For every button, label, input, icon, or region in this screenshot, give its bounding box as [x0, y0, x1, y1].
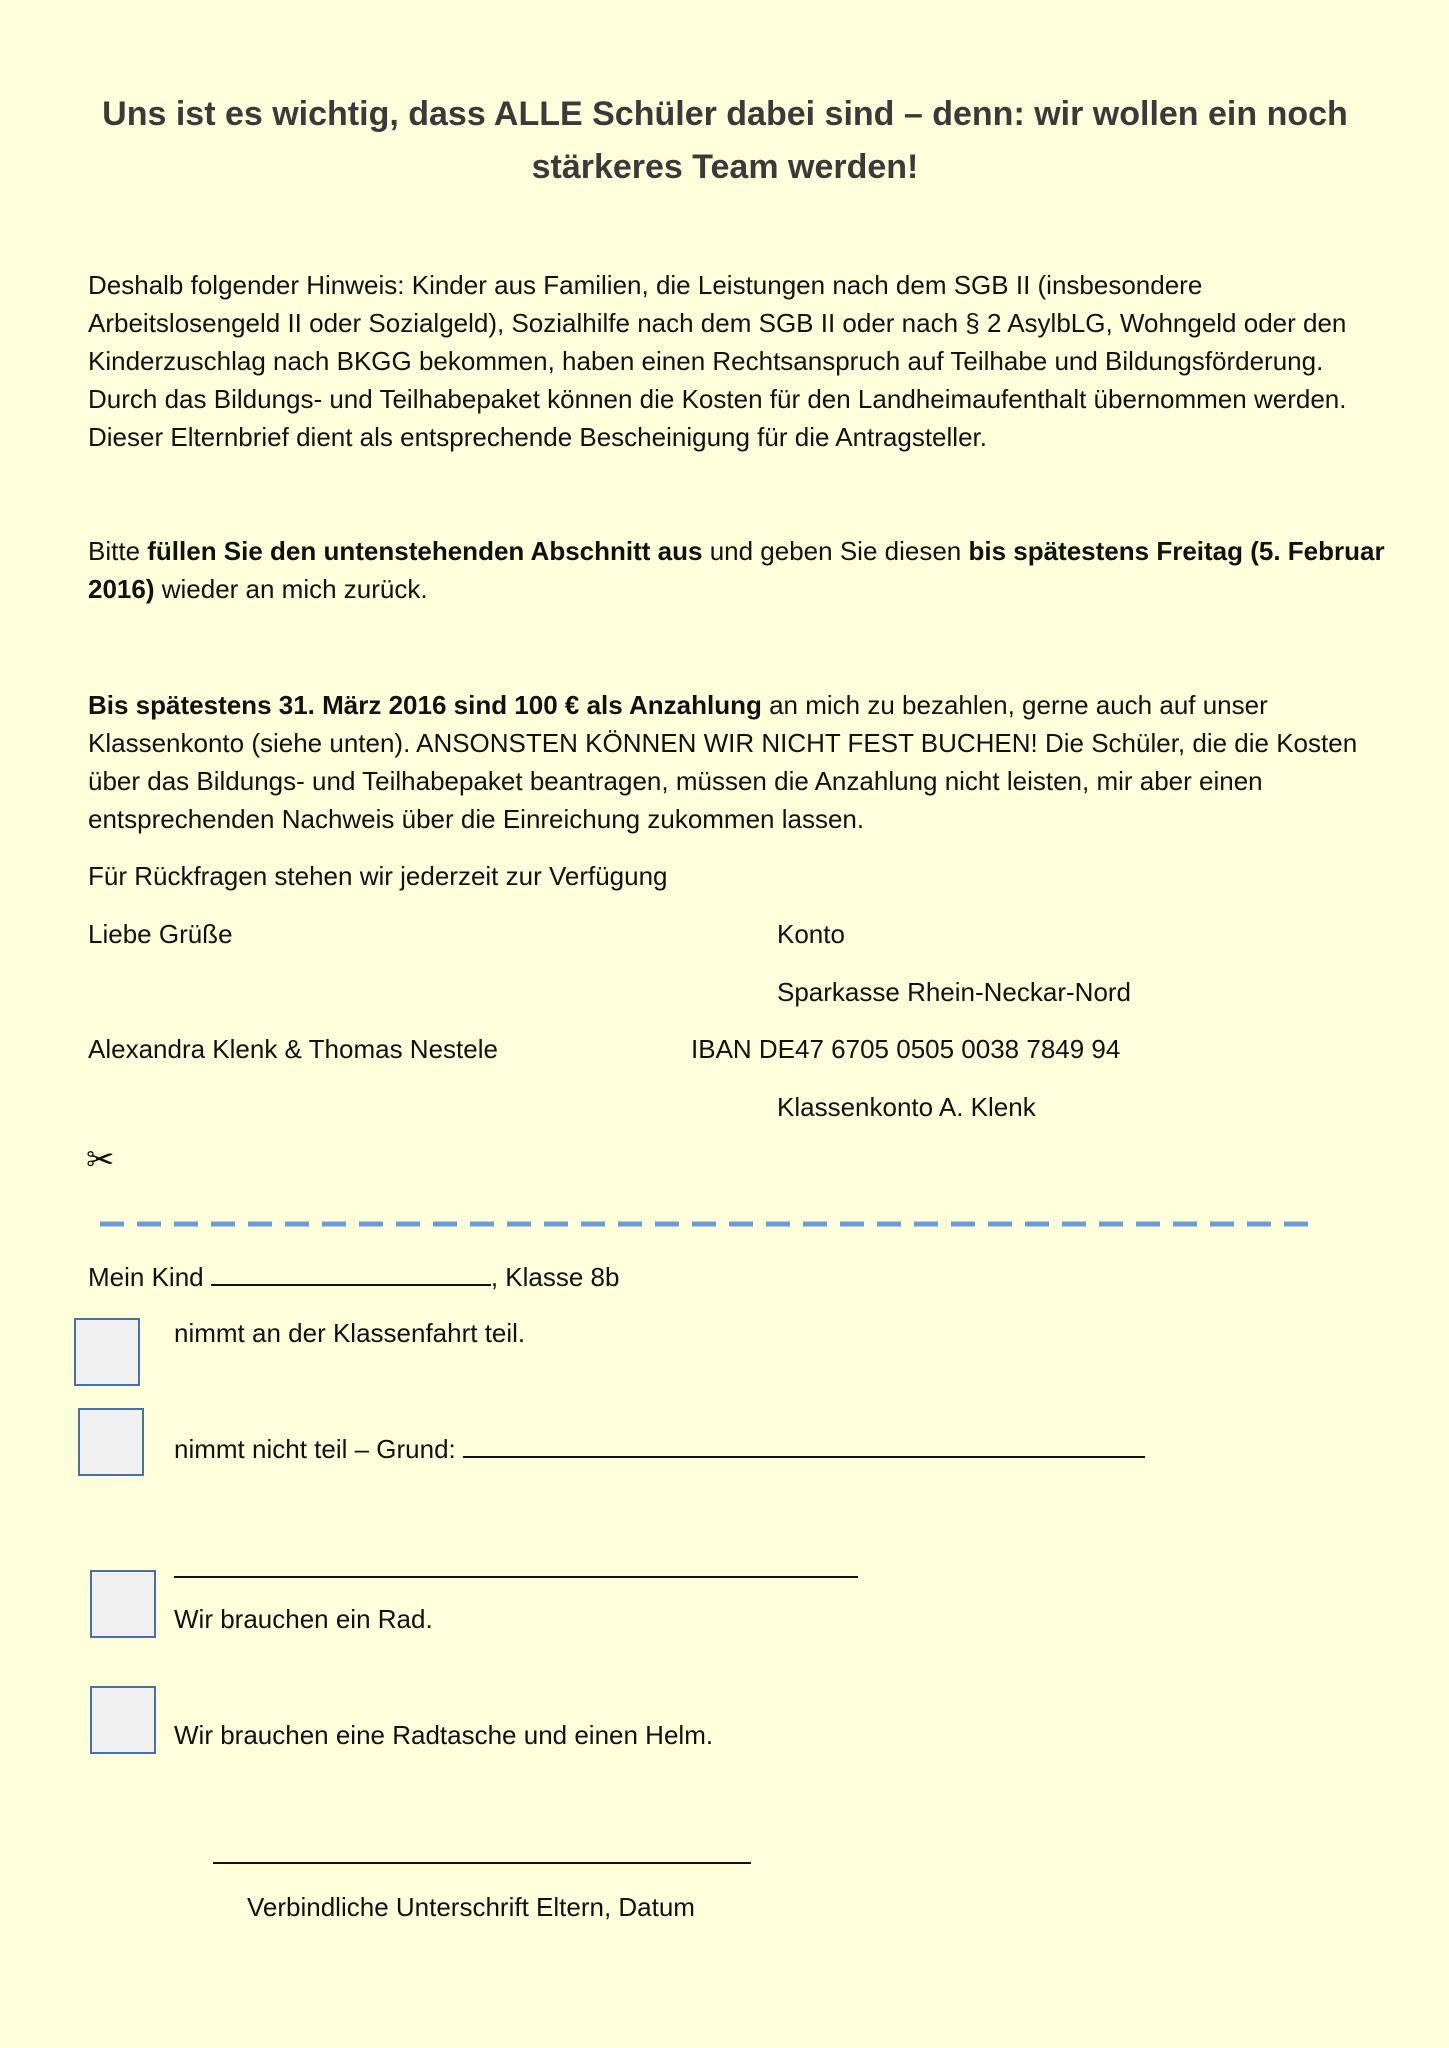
child-prefix: Mein Kind: [88, 1262, 211, 1292]
return-deadline: bis spätestens Freitag (5. Februar 2016): [88, 536, 1385, 604]
need-bag-helmet-label: Wir brauchen eine Radtasche und einen Helm.: [174, 1720, 714, 1750]
payment-deadline: Bis spätestens 31. März 2016 sind 100 € als Anzahlung: [88, 690, 762, 720]
return-text-2: füllen Sie den untenstehenden Abschnitt aus: [147, 536, 703, 566]
child-name-field[interactable]: [211, 1256, 491, 1286]
participates-label: nimmt an der Klassenfahrt teil.: [174, 1318, 526, 1348]
return-text-1: Bitte: [88, 536, 148, 566]
scissors-icon: ✂: [86, 1141, 115, 1179]
return-paragraph: [88, 532, 1388, 608]
cut-line: [100, 1218, 1313, 1230]
greeting: Liebe Grüße: [88, 919, 233, 949]
payment-text: an mich zu bezahlen, gerne auch auf unser Klassenkonto (siehe unten). ANSONSTEN KÖNNEN WIR NICHT FEST BUCHEN! Die Schüler, die die Kosten über das Bildungs- und Teilhabepaket beantragen, müssen die Anzahlung nicht leisten, mir aber einen entsprechenden Nachweis über die Einreichung zukommen lassen.: [88, 690, 1358, 834]
signature-line[interactable]: [213, 1862, 751, 1864]
hint-paragraph: [88, 266, 1388, 456]
not-participates-checkbox[interactable]: [78, 1408, 144, 1476]
need-bike-label: Wir brauchen ein Rad.: [174, 1604, 433, 1634]
not-participates-line: [174, 1428, 1145, 1468]
need-bag-helmet-checkbox[interactable]: [90, 1686, 156, 1754]
account-holder: Klassenkonto A. Klenk: [777, 1092, 1036, 1122]
questions-line: Für Rückfragen stehen wir jederzeit zur Verfügung: [88, 861, 668, 891]
signers: Alexandra Klenk & Thomas Nestele: [88, 1034, 498, 1064]
participates-checkbox[interactable]: [74, 1318, 140, 1386]
reason-field[interactable]: [463, 1428, 1145, 1458]
account-bank: Sparkasse Rhein-Neckar-Nord: [777, 977, 1132, 1007]
reason-continuation-line[interactable]: [174, 1576, 858, 1578]
return-text-5: wieder an mich zurück.: [154, 574, 428, 604]
headline: Uns ist es wichtig, dass ALLE Schüler dabei sind – denn: wir wollen ein noch stärkeres Team werden!: [102, 95, 1348, 186]
child-line: [88, 1256, 619, 1296]
payment-paragraph: [88, 686, 1388, 838]
not-participates-label: nimmt nicht teil – Grund:: [174, 1434, 463, 1464]
account-label: Konto: [777, 919, 845, 949]
account-iban: IBAN DE47 6705 0505 0038 7849 94: [691, 1034, 1121, 1064]
signature-label: Verbindliche Unterschrift Eltern, Datum: [247, 1892, 695, 1922]
hint-text: Deshalb folgender Hinweis: Kinder aus Familien, die Leistungen nach dem SGB II (insbesondere Arbeitslosengeld II oder Sozialgeld), Sozialhilfe nach dem SGB II oder nach § 2 AsylbLG, Wohngeld oder den Kinderzuschlag nach BKGG bekommen, haben einen Rechtsanspruch auf Teilhabe und Bildungsförderung. Durch das Bildungs- und Teilhabepaket können die Kosten für den Landheimaufenthalt übernommen werden. Dieser Elternbrief dient als entsprechende Bescheinigung für die Antragsteller.: [88, 270, 1347, 452]
need-bike-checkbox[interactable]: [90, 1570, 156, 1638]
child-suffix: , Klasse 8b: [490, 1262, 620, 1292]
return-text-3: und geben Sie diesen: [702, 536, 969, 566]
